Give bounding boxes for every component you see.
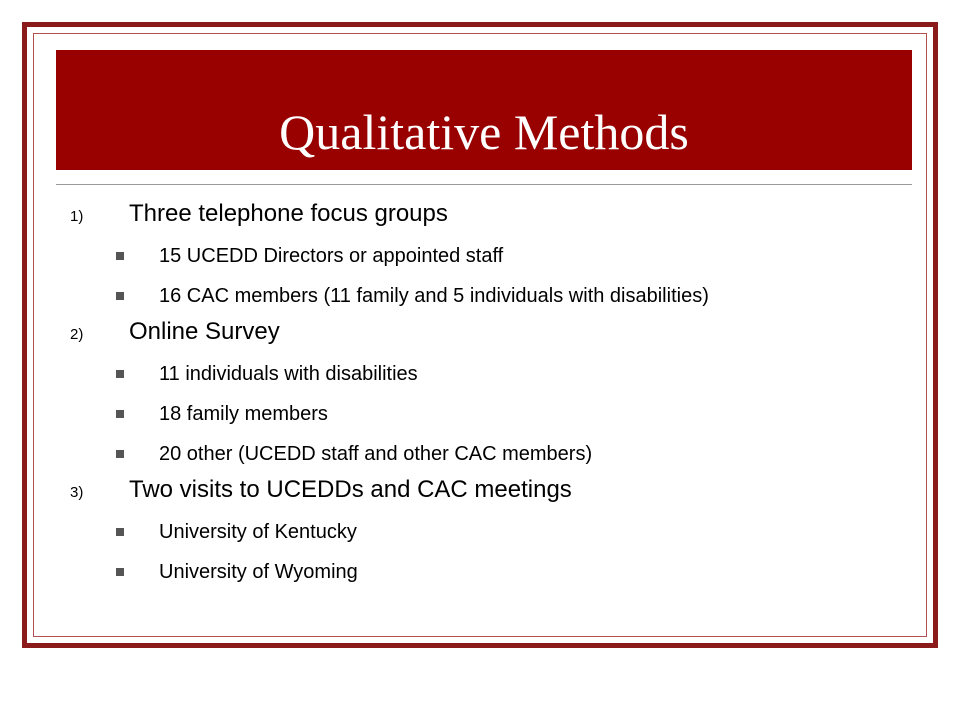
section-number: 3) <box>70 484 84 501</box>
section-heading-row <box>70 476 920 512</box>
list-item-text: 16 CAC members (11 family and 5 individuals with disabilities) <box>159 284 709 307</box>
square-bullet-icon <box>116 252 124 260</box>
section-heading-row <box>70 318 920 354</box>
list-item <box>70 434 920 474</box>
list-item-text: 18 family members <box>159 402 328 425</box>
section-number: 1) <box>70 208 84 225</box>
list-item-text: University of Kentucky <box>159 520 357 543</box>
slide-title: Qualitative Methods <box>279 104 689 160</box>
section-number: 2) <box>70 326 84 343</box>
section-2 <box>70 318 920 474</box>
title-divider <box>56 184 912 185</box>
list-item <box>70 236 920 276</box>
square-bullet-icon <box>116 410 124 418</box>
list-item-text: University of Wyoming <box>159 560 358 583</box>
title-bar <box>56 50 912 170</box>
list-item <box>70 354 920 394</box>
section-heading: Online Survey <box>129 318 280 345</box>
list-item-text: 20 other (UCEDD staff and other CAC members) <box>159 442 593 465</box>
section-1 <box>70 200 920 316</box>
list-item <box>70 512 920 552</box>
list-item-text: 11 individuals with disabilities <box>159 362 418 385</box>
list-item <box>70 394 920 434</box>
section-heading-row <box>70 200 920 236</box>
section-3 <box>70 476 920 592</box>
slide-content <box>70 200 920 592</box>
list-item <box>70 552 920 592</box>
section-heading: Two visits to UCEDDs and CAC meetings <box>129 476 572 503</box>
square-bullet-icon <box>116 370 124 378</box>
square-bullet-icon <box>116 292 124 300</box>
square-bullet-icon <box>116 450 124 458</box>
list-item <box>70 276 920 316</box>
square-bullet-icon <box>116 568 124 576</box>
list-item-text: 15 UCEDD Directors or appointed staff <box>159 244 504 267</box>
section-heading: Three telephone focus groups <box>129 200 448 227</box>
square-bullet-icon <box>116 528 124 536</box>
